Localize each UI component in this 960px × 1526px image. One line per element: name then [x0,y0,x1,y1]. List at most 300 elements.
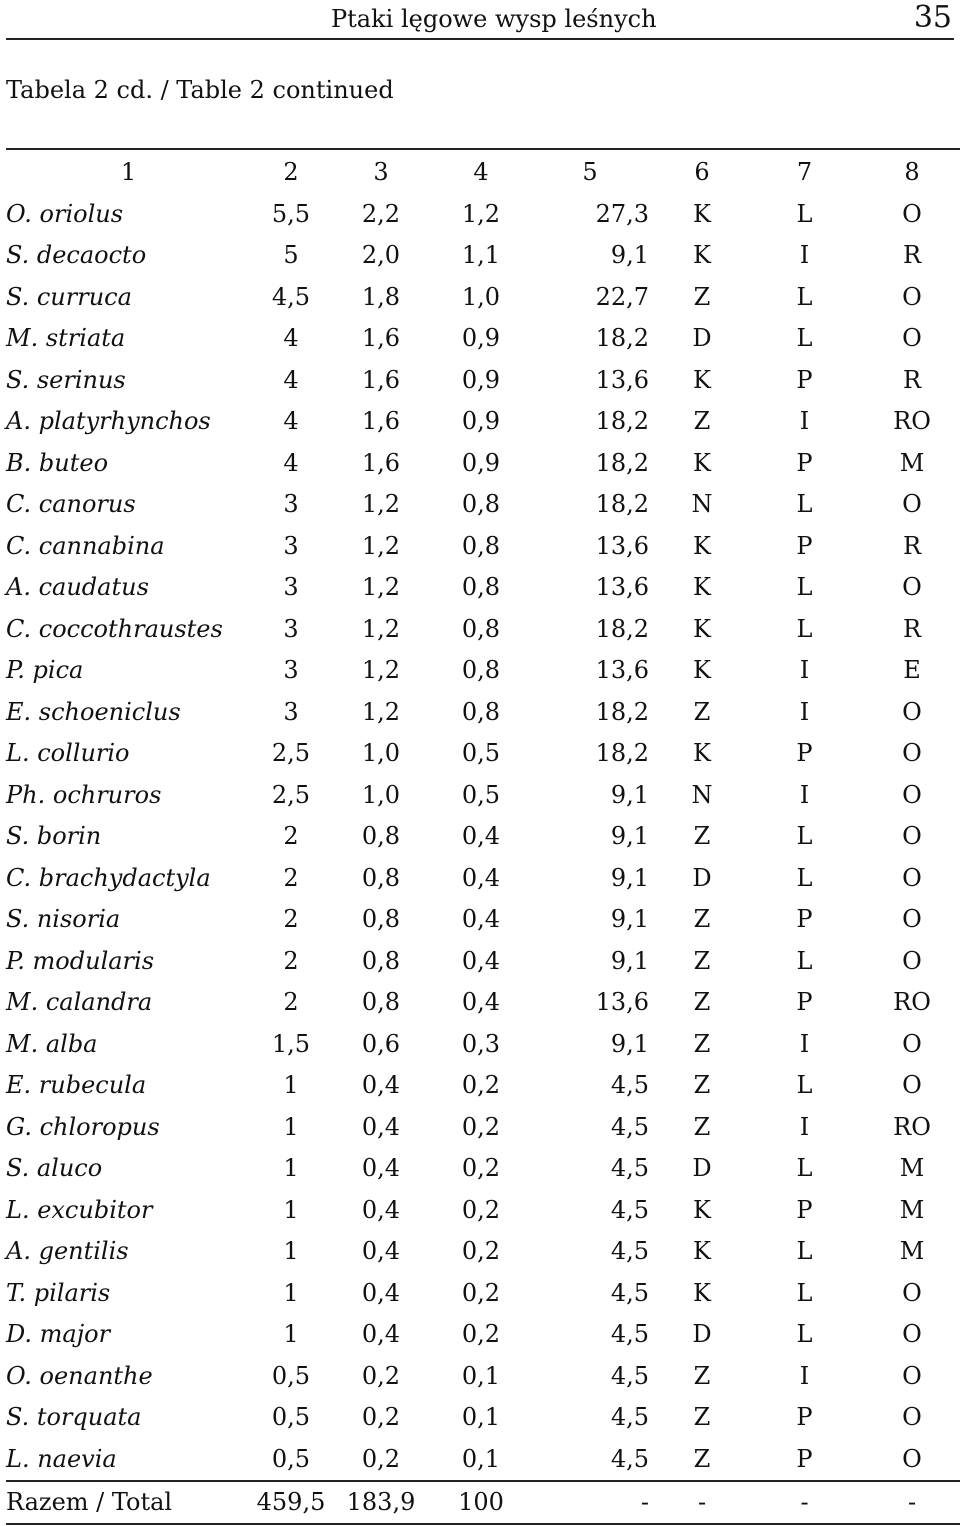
species-name: C. cannabina [6,531,165,560]
table-cell: 0,2 [361,1444,401,1473]
species-name: D. major [6,1320,111,1349]
table-cell: O [902,573,922,602]
table-cell: 0,5 [271,1444,311,1473]
table-row [6,442,960,484]
table-cell: N [691,780,713,809]
table-row [6,1189,960,1231]
table-cell: 0,9 [461,324,501,353]
table-cell: 4 [283,324,299,353]
table-cell: M [899,1154,925,1183]
table-cell: 9,1 [610,863,649,892]
table-row [6,1023,960,1065]
table-cell: 0,8 [461,490,501,519]
table-cell: 1,6 [361,324,401,353]
table-cell: I [799,1112,810,1141]
table-row [6,276,960,318]
table-cell: 5 [283,241,299,270]
table-cell: Z [693,1403,711,1432]
table-cell: 4,5 [610,1071,649,1100]
species-name: S. serinus [6,365,126,394]
table-cell: 18,2 [595,697,649,726]
table-cell: 13,6 [595,988,649,1017]
species-name: P. pica [6,656,84,685]
table-cell: R [902,241,922,270]
table-cell: 9,1 [610,1029,649,1058]
table-cell: 0,5 [271,1361,311,1390]
table-cell: L [796,324,813,353]
table-cell: 0,1 [461,1444,501,1473]
table-cell: P [796,1444,813,1473]
table-cell: 1,6 [361,448,401,477]
table-cell: 0,4 [361,1112,401,1141]
table-cell: O [902,1444,922,1473]
table-cell: 4,5 [271,282,311,311]
table-cell: O [902,1320,922,1349]
table-cell: O [902,739,922,768]
table-row [6,816,960,858]
table-cell: O [902,1071,922,1100]
table-cell: L [796,282,813,311]
table-cell: K [693,614,711,643]
species-name-cell [6,816,251,858]
table-row [6,401,960,443]
table-row [6,733,960,775]
species-name-cell [6,318,251,360]
species-name: E. rubecula [6,1071,147,1100]
species-name: M. striata [6,324,126,353]
species-name-cell [6,691,251,733]
species-name: B. buteo [6,448,109,477]
table-cell: 0,4 [461,905,501,934]
species-name-cell [6,235,251,277]
species-name: L. naevia [6,1444,117,1473]
species-name-cell [6,1106,251,1148]
table-cell: I [799,1361,810,1390]
table-cell: 0,2 [461,1278,501,1307]
species-name-cell [6,1023,251,1065]
table-cell: 0,4 [461,988,501,1017]
table-cell: 1,2 [361,614,401,643]
table-cell: 13,6 [595,365,649,394]
table-cell: 1 [283,1195,299,1224]
table-cell: P [796,905,813,934]
table-cell: 3 [283,490,299,519]
table-cell: RO [893,988,931,1017]
total-cell: - [640,1488,649,1517]
table-cell: 9,1 [610,946,649,975]
species-name: A. platyrhynchos [6,407,211,436]
table-cell: 22,7 [595,282,649,311]
species-name-cell [6,525,251,567]
table-cell: O [902,1278,922,1307]
table-cell: 13,6 [595,573,649,602]
table-cell: 2 [283,946,299,975]
table-cell: L [796,1071,813,1100]
table-cell: RO [893,407,931,436]
table-row [6,1314,960,1356]
table-cell: K [693,739,711,768]
table-cell: 1 [283,1154,299,1183]
total-cell: 100 [458,1488,504,1517]
table-cell: 4,5 [610,1320,649,1349]
table-cell: 9,1 [610,822,649,851]
species-name-cell [6,1314,251,1356]
species-name-cell [6,899,251,941]
species-name-cell [6,857,251,899]
table-cell: 0,1 [461,1361,501,1390]
table-cell: Z [693,822,711,851]
table-cell: 1,2 [361,697,401,726]
page-number: 35 [913,0,952,35]
table-cell: Z [693,905,711,934]
table-cell: 0,8 [361,863,401,892]
table-cell: Z [693,1444,711,1473]
table-cell: 0,9 [461,407,501,436]
table-cell: 18,2 [595,739,649,768]
species-name-cell [6,1231,251,1273]
species-name: M. calandra [6,988,153,1017]
table-cell: 1,6 [361,407,401,436]
column-header-3: 3 [373,157,389,186]
table-cell: R [902,614,922,643]
table-cell: 18,2 [595,324,649,353]
table-cell: N [691,490,713,519]
table-cell: R [902,531,922,560]
table-cell: O [902,199,922,228]
table-cell: O [902,490,922,519]
table-cell: RO [893,1112,931,1141]
table-row [6,1355,960,1397]
table-cell: K [693,531,711,560]
table-row [6,940,960,982]
table-cell: L [796,863,813,892]
table-cell: 4 [283,448,299,477]
table-cell: 3 [283,697,299,726]
table-cell: K [693,1195,711,1224]
table-cell: L [796,199,813,228]
table-cell: 0,8 [361,946,401,975]
table-cell: K [693,199,711,228]
table-cell: 0,1 [461,1403,501,1432]
table-cell: 0,4 [461,863,501,892]
total-cell: 183,9 [346,1488,416,1517]
table-cell: K [693,573,711,602]
table-cell: 0,2 [361,1403,401,1432]
table-cell: O [902,905,922,934]
table-cell: Z [693,946,711,975]
table-cell: 0,2 [461,1237,501,1266]
table-cell: 0,8 [361,905,401,934]
column-header-6: 6 [694,157,710,186]
table-cell: 1,8 [361,282,401,311]
table-cell: O [902,324,922,353]
table-row [6,774,960,816]
table-row [6,1272,960,1314]
table-cell: Z [693,407,711,436]
species-name-cell [6,650,251,692]
species-name: C. coccothraustes [6,614,223,643]
column-header-2: 2 [283,157,299,186]
table-cell: 1,0 [461,282,501,311]
table-cell: I [799,656,810,685]
table-cell: 4,5 [610,1112,649,1141]
species-name-cell [6,1148,251,1190]
species-name: A. caudatus [6,573,149,602]
table-cell: 2 [283,905,299,934]
total-cell: - [800,1488,809,1517]
table-cell: 18,2 [595,407,649,436]
table-cell: K [693,1278,711,1307]
table-cell: 1,6 [361,365,401,394]
table-cell: 0,6 [361,1029,401,1058]
species-name: L. excubitor [6,1195,153,1224]
table-cell: 5,5 [271,199,311,228]
table-cell: Z [693,697,711,726]
table-cell: K [693,448,711,477]
table-cell: 1,2 [361,531,401,560]
table-cell: 1,2 [361,490,401,519]
table-cell: K [693,1237,711,1266]
species-name: O. oriolus [6,199,124,228]
table-cell: 3 [283,656,299,685]
species-name: C. canorus [6,490,136,519]
running-title: Ptaki lęgowe wysp leśnych [331,5,657,33]
table-cell: 2,5 [271,739,311,768]
table-cell: 0,2 [461,1154,501,1183]
table-cell: 0,5 [271,1403,311,1432]
table-cell: P [796,448,813,477]
column-header-8: 8 [904,157,920,186]
table-cell: O [902,946,922,975]
table-row [6,484,960,526]
table-cell: 4,5 [610,1154,649,1183]
table-cell: 1 [283,1237,299,1266]
table-cell: L [796,1278,813,1307]
table-cell: 0,3 [461,1029,501,1058]
column-header-7: 7 [796,157,813,186]
table-cell: M [899,1195,925,1224]
table-cell: 1,0 [361,739,401,768]
species-name: Ph. ochruros [6,780,162,809]
table-cell: P [796,365,813,394]
table-cell: 1 [283,1112,299,1141]
species-name-cell [6,193,251,235]
table-row [6,1148,960,1190]
table-cell: 1 [283,1071,299,1100]
species-name: S. decaocto [6,241,147,270]
table-cell: O [902,822,922,851]
page-header [6,0,954,40]
table-row [6,1231,960,1273]
table-cell: 2,5 [271,780,311,809]
table-cell: Z [693,1361,711,1390]
table-row [6,691,960,733]
table-row [6,1106,960,1148]
table-cell: 0,5 [461,739,501,768]
table-cell: 0,2 [461,1195,501,1224]
table-cell: O [902,1403,922,1432]
table-cell: O [902,282,922,311]
species-name-cell [6,774,251,816]
table-cell: 2 [283,863,299,892]
table-cell: 0,4 [361,1154,401,1183]
table-row [6,982,960,1024]
table-cell: 1,2 [461,199,501,228]
column-header-5: 5 [582,157,598,186]
table-row [6,318,960,360]
table-cell: 0,2 [461,1071,501,1100]
table-cell: 4,5 [610,1361,649,1390]
total-cell: - [907,1488,917,1517]
table-row [6,525,960,567]
table-cell: 1,1 [461,241,501,270]
table-cell: 0,2 [361,1361,401,1390]
table-cell: I [799,241,810,270]
table-cell: P [796,1195,813,1224]
species-name-cell [6,1397,251,1439]
table-cell: L [796,1320,813,1349]
table-cell: 18,2 [595,490,649,519]
table-cell: Z [693,988,711,1017]
table-cell: 1,5 [271,1029,311,1058]
table-cell: 0,4 [461,946,501,975]
species-name-cell [6,940,251,982]
species-name-cell [6,1355,251,1397]
table-cell: 4 [283,407,299,436]
table-cell: Z [693,282,711,311]
table-cell: 13,6 [595,531,649,560]
table-cell: 3 [283,614,299,643]
table-cell: O [902,780,922,809]
species-name-cell [6,733,251,775]
species-name: P. modularis [6,946,155,975]
table-cell: 0,8 [361,822,401,851]
table-cell: L [796,1237,813,1266]
table-cell: 0,4 [361,1237,401,1266]
table-cell: 0,4 [361,1195,401,1224]
species-name-cell [6,567,251,609]
table-cell: 1,2 [361,573,401,602]
table-cell: 0,8 [461,656,501,685]
species-name-cell [6,1189,251,1231]
table-cell: 18,2 [595,614,649,643]
table-cell: 13,6 [595,656,649,685]
table-cell: 3 [283,573,299,602]
table-cell: D [692,863,712,892]
table-cell: I [799,780,810,809]
table-cell: L [796,946,813,975]
table-cell: 2,0 [361,241,401,270]
species-name: S. nisoria [6,905,121,934]
table-cell: 18,2 [595,448,649,477]
table-cell: O [902,697,922,726]
table-row [6,235,960,277]
table-cell: I [799,1029,810,1058]
table-cell: Z [693,1112,711,1141]
table-cell: 9,1 [610,905,649,934]
table-cell: I [799,407,810,436]
table-row [6,650,960,692]
table-cell: P [796,739,813,768]
table-row [6,608,960,650]
table-cell: L [796,822,813,851]
table-cell: 0,4 [461,822,501,851]
table-cell: L [796,573,813,602]
table-row [6,193,960,235]
table-cell: 1 [283,1278,299,1307]
species-name-cell [6,401,251,443]
species-name: E. schoeniclus [6,697,181,726]
table-cell: P [796,988,813,1017]
table-cell: Z [693,1071,711,1100]
table-cell: O [902,863,922,892]
table-body [6,193,960,1481]
table-row [6,1397,960,1439]
table-cell: 0,8 [461,573,501,602]
table-cell: P [796,1403,813,1432]
table-cell: 3 [283,531,299,560]
table-row [6,1065,960,1107]
species-name: S. curruca [6,282,132,311]
header-row [6,149,960,193]
table-cell: R [902,365,922,394]
table-cell: E [903,656,921,685]
species-name: G. chloropus [6,1112,160,1141]
table-cell: 2 [283,988,299,1017]
table-cell: 1 [283,1320,299,1349]
total-label: Razem / Total [6,1488,173,1517]
table-cell: 27,3 [595,199,649,228]
species-name: M. alba [6,1029,98,1058]
species-name: A. gentilis [6,1237,129,1266]
species-name-cell [6,484,251,526]
table-cell: 0,9 [461,365,501,394]
table-caption: Tabela 2 cd. / Table 2 continued [6,76,394,104]
table-cell: 1,0 [361,780,401,809]
species-name: O. oenanthe [6,1361,153,1390]
table-cell: D [692,324,712,353]
table-cell: 2 [283,822,299,851]
species-name: T. pilaris [6,1278,111,1307]
total-cell: 459,5 [256,1488,326,1517]
table-cell: 1,2 [361,656,401,685]
species-name-cell [6,1272,251,1314]
species-name-cell [6,1438,251,1481]
species-table [6,148,960,1525]
column-header-4: 4 [473,157,489,186]
table-cell: K [693,365,711,394]
table-cell: O [902,1029,922,1058]
table-cell: M [899,448,925,477]
table-cell: P [796,531,813,560]
species-name: L. collurio [6,739,130,768]
table-row [6,899,960,941]
table-cell: 9,1 [610,780,649,809]
table-cell: 4 [283,365,299,394]
table-cell: 4,5 [610,1195,649,1224]
species-name-cell [6,276,251,318]
column-header-1: 1 [120,157,137,186]
total-cell: - [697,1488,707,1517]
species-name: S. aluco [6,1154,103,1183]
table-cell: K [693,656,711,685]
table-cell: 0,8 [361,988,401,1017]
table-cell: L [796,614,813,643]
table-cell: M [899,1237,925,1266]
table-cell: D [692,1320,712,1349]
table-row [6,359,960,401]
table-cell: 0,5 [461,780,501,809]
